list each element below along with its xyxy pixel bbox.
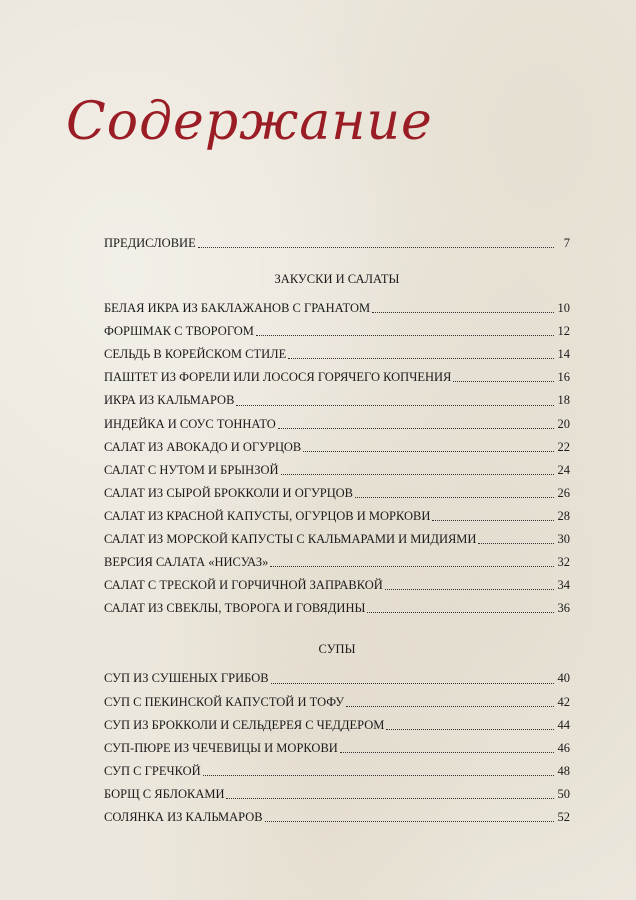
- toc-entry-preface[interactable]: [104, 232, 570, 255]
- toc-entry-page: 28: [557, 508, 570, 523]
- dot-leader: [226, 798, 554, 799]
- toc-entry-page: 34: [557, 578, 570, 593]
- toc-entry[interactable]: [104, 597, 570, 620]
- dot-leader: [478, 543, 554, 544]
- toc-entry-page: 42: [557, 694, 570, 709]
- toc-entry-label: СОЛЯНКА ИЗ КАЛЬМАРОВ: [104, 809, 263, 824]
- dot-leader: [198, 247, 554, 248]
- toc-entry-label: САЛАТ ИЗ СВЕКЛЫ, ТВОРОГА И ГОВЯДИНЫ: [104, 601, 366, 616]
- dot-leader: [432, 520, 554, 521]
- dot-leader: [203, 775, 554, 776]
- toc-entry[interactable]: [104, 783, 570, 806]
- section-heading: ЗАКУСКИ И САЛАТЫ: [274, 272, 400, 287]
- toc-entry-label: СУП-ПЮРЕ ИЗ ЧЕЧЕВИЦЫ И МОРКОВИ: [104, 740, 338, 755]
- dot-leader: [386, 729, 554, 730]
- toc-entry-page: 36: [557, 601, 570, 616]
- toc-entry-label: ИНДЕЙКА И СОУС ТОННАТО: [104, 416, 276, 431]
- toc-entry-page: 22: [557, 439, 570, 454]
- section-heading: СУПЫ: [318, 642, 356, 657]
- dot-leader: [385, 589, 554, 590]
- section-list: [104, 667, 570, 829]
- toc-entry-label: САЛАТ С ТРЕСКОЙ И ГОРЧИЧНОЙ ЗАПРАВКОЙ: [104, 578, 383, 593]
- toc-entry-label: СЕЛЬДЬ В КОРЕЙСКОМ СТИЛЕ: [104, 347, 287, 362]
- toc-entry-page: 50: [557, 786, 570, 801]
- toc-entry[interactable]: [104, 691, 570, 714]
- toc-entry-label: САЛАТ ИЗ АВОКАДО И ОГУРЦОВ: [104, 439, 302, 454]
- dot-leader: [453, 381, 554, 382]
- toc-entry[interactable]: [104, 760, 570, 783]
- toc-entry-label: САЛАТ ИЗ МОРСКОЙ КАПУСТЫ С КАЛЬМАРАМИ И МИДИЯМИ: [104, 532, 477, 547]
- toc-entry[interactable]: [104, 482, 570, 505]
- toc-entry[interactable]: [104, 343, 570, 366]
- toc-entry-page: 10: [557, 301, 570, 316]
- toc-entry-page: 30: [557, 532, 570, 547]
- toc-entry-label: САЛАТ ИЗ КРАСНОЙ КАПУСТЫ, ОГУРЦОВ И МОРКОВИ: [104, 508, 431, 523]
- toc-entry[interactable]: [104, 574, 570, 597]
- toc-entry-page: 44: [557, 717, 570, 732]
- dot-leader: [281, 474, 554, 475]
- dot-leader: [236, 405, 554, 406]
- toc-entry-label: ВЕРСИЯ САЛАТА «НИСУАЗ»: [104, 555, 269, 570]
- toc-entry[interactable]: [104, 320, 570, 343]
- toc-entry-label: СУП ИЗ СУШЕНЫХ ГРИБОВ: [104, 671, 269, 686]
- toc-entry-page: 46: [557, 740, 570, 755]
- dot-leader: [256, 335, 554, 336]
- dot-leader: [271, 683, 554, 684]
- toc-entry[interactable]: [104, 528, 570, 551]
- toc-entry[interactable]: [104, 436, 570, 459]
- toc-entry-label: ПАШТЕТ ИЗ ФОРЕЛИ ИЛИ ЛОСОСЯ ГОРЯЧЕГО КОПЧЕНИЯ: [104, 370, 452, 385]
- toc-entry-page: 24: [557, 462, 570, 477]
- toc-entry[interactable]: [104, 366, 570, 389]
- toc-entry-page: 26: [557, 485, 570, 500]
- dot-leader: [372, 312, 554, 313]
- toc-entry-page: 52: [557, 809, 570, 824]
- dot-leader: [278, 428, 554, 429]
- toc-entry-label: СУП С ГРЕЧКОЙ: [104, 763, 201, 778]
- toc-entry-label: ПРЕДИСЛОВИЕ: [104, 236, 196, 250]
- dot-leader: [340, 752, 554, 753]
- dot-leader: [265, 821, 554, 822]
- toc-entry-label: БЕЛАЯ ИКРА ИЗ БАКЛАЖАНОВ С ГРАНАТОМ: [104, 301, 371, 316]
- toc-entry-page: 14: [557, 347, 570, 362]
- toc-entry[interactable]: [104, 737, 570, 760]
- dot-leader: [355, 497, 554, 498]
- toc-entry-label: ФОРШМАК С ТВОРОГОМ: [104, 324, 254, 339]
- dot-leader: [367, 612, 554, 613]
- toc-entry[interactable]: [104, 459, 570, 482]
- toc-entry-label: СУП С ПЕКИНСКОЙ КАПУСТОЙ И ТОФУ: [104, 694, 345, 709]
- dot-leader: [346, 706, 554, 707]
- page-title: Содержание: [66, 92, 433, 152]
- toc-entry-page: 40: [557, 671, 570, 686]
- toc-entry-label: САЛАТ С НУТОМ И БРЫНЗОЙ: [104, 462, 279, 477]
- toc-entry[interactable]: [104, 413, 570, 436]
- toc-entry-page: 16: [557, 370, 570, 385]
- dot-leader: [303, 451, 554, 452]
- toc-entry[interactable]: [104, 551, 570, 574]
- toc-entry-page: 32: [557, 555, 570, 570]
- toc-entry-label: САЛАТ ИЗ СЫРОЙ БРОККОЛИ И ОГУРЦОВ: [104, 485, 353, 500]
- dot-leader: [288, 358, 554, 359]
- table-of-contents: [104, 232, 570, 829]
- toc-entry-label: СУП ИЗ БРОККОЛИ И СЕЛЬДЕРЕЯ С ЧЕДДЕРОМ: [104, 717, 385, 732]
- toc-entry[interactable]: [104, 667, 570, 690]
- dot-leader: [270, 566, 554, 567]
- toc-entry-page: 20: [557, 416, 570, 431]
- toc-entry-label: ИКРА ИЗ КАЛЬМАРОВ: [104, 393, 235, 408]
- toc-entry-page: 18: [557, 393, 570, 408]
- toc-entry[interactable]: [104, 806, 570, 829]
- toc-entry[interactable]: [104, 297, 570, 320]
- toc-entry[interactable]: [104, 505, 570, 528]
- toc-entry[interactable]: [104, 389, 570, 412]
- toc-entry[interactable]: [104, 714, 570, 737]
- toc-entry-label: БОРЩ С ЯБЛОКАМИ: [104, 786, 225, 801]
- toc-entry-page: 48: [557, 763, 570, 778]
- section-list: [104, 297, 570, 620]
- toc-entry-page: 7: [563, 236, 570, 250]
- toc-entry-page: 12: [557, 324, 570, 339]
